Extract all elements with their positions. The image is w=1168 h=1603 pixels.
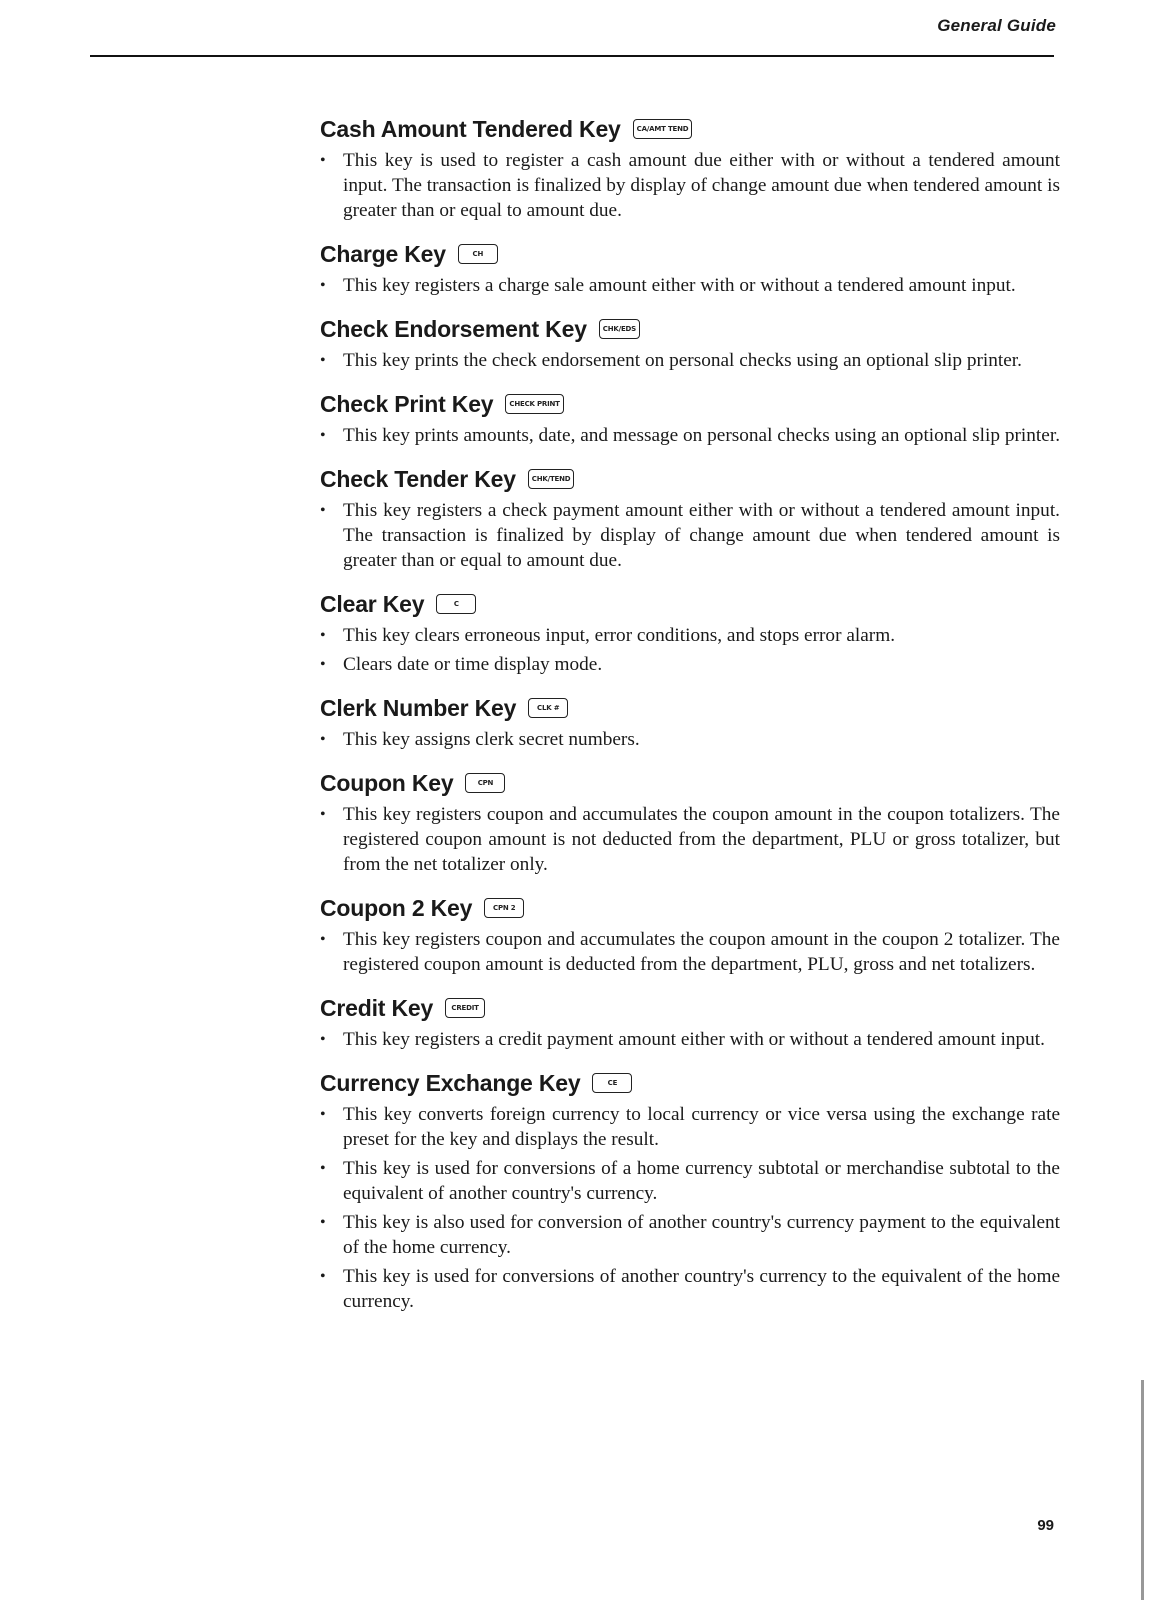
section-heading (320, 387, 1060, 421)
key-cap-icon: CH (458, 244, 498, 264)
bullet-item: • This key prints the check endorsement on personal checks using an optional slip printer. (320, 348, 1060, 373)
header-rule (90, 55, 1054, 57)
key-section (320, 1066, 1060, 1314)
section-heading-text: Coupon Key (320, 769, 454, 796)
bullet-item: • This key is used for conversions of another country's currency to the equivalent of the home currency. (320, 1264, 1060, 1314)
section-heading (320, 891, 1060, 925)
section-heading-text: Charge Key (320, 240, 446, 267)
bullet-list (320, 623, 1060, 677)
bullet-item: • This key assigns clerk secret numbers. (320, 727, 1060, 752)
bullet-item: • This key is used for conversions of a home currency subtotal or merchandise subtotal to the equivalent of another country's currency. (320, 1156, 1060, 1206)
key-descriptions (320, 98, 1060, 1318)
section-heading (320, 462, 1060, 496)
key-section (320, 112, 1060, 223)
key-cap-icon: CREDIT (445, 998, 485, 1018)
key-section (320, 766, 1060, 877)
key-cap-icon: CE (592, 1073, 632, 1093)
bullet-item: • This key registers coupon and accumulates the coupon amount in the coupon totalizers. The registered coupon amount is not deducted from the department, PLU or gross totalizer, but from the net totalizer only. (320, 802, 1060, 877)
section-heading-text: Check Endorsement Key (320, 315, 587, 342)
section-heading (320, 587, 1060, 621)
key-cap-icon: CHK/TEND (528, 469, 575, 489)
bullet-list (320, 148, 1060, 223)
bullet-item: • This key registers coupon and accumulates the coupon amount in the coupon 2 totalizer. The registered coupon amount is deducted from the department, PLU, gross and net totalizers. (320, 927, 1060, 977)
section-heading-text: Check Print Key (320, 390, 494, 417)
section-heading-text: Credit Key (320, 994, 434, 1021)
section-heading (320, 237, 1060, 271)
scan-edge-mark (1141, 1380, 1144, 1600)
bullet-list (320, 802, 1060, 877)
running-header: General Guide (937, 16, 1056, 35)
bullet-list (320, 423, 1060, 448)
key-section (320, 387, 1060, 448)
bullet-list (320, 1027, 1060, 1052)
section-heading-text: Check Tender Key (320, 465, 516, 492)
key-cap-icon: CHK/EDS (599, 319, 640, 339)
key-section (320, 587, 1060, 677)
key-section (320, 891, 1060, 977)
key-section (320, 312, 1060, 373)
key-cap-icon: CLK # (528, 698, 568, 718)
bullet-list (320, 1102, 1060, 1314)
page-number: 99 (1037, 1517, 1054, 1534)
key-section (320, 237, 1060, 298)
section-heading (320, 766, 1060, 800)
bullet-list (320, 498, 1060, 573)
key-cap-icon: C (436, 594, 476, 614)
bullet-item: • This key registers a credit payment amount either with or without a tendered amount input. (320, 1027, 1060, 1052)
section-heading-text: Clear Key (320, 590, 425, 617)
bullet-item: • This key clears erroneous input, error conditions, and stops error alarm. (320, 623, 1060, 648)
key-section (320, 691, 1060, 752)
bullet-item: • This key registers a charge sale amount either with or without a tendered amount input. (320, 273, 1060, 298)
bullet-list (320, 348, 1060, 373)
bullet-list (320, 727, 1060, 752)
bullet-item: • This key prints amounts, date, and message on personal checks using an optional slip printer. (320, 423, 1060, 448)
bullet-item: • This key registers a check payment amount either with or without a tendered amount input. The transaction is finalized by display of change amount due when tendered amount is greater than or equal to amount due. (320, 498, 1060, 573)
key-section (320, 991, 1060, 1052)
section-heading (320, 312, 1060, 346)
bullet-item: • Clears date or time display mode. (320, 652, 1060, 677)
section-heading (320, 112, 1060, 146)
bullet-item: • This key converts foreign currency to local currency or vice versa using the exchange rate preset for the key and displays the result. (320, 1102, 1060, 1152)
key-cap-icon: CA/AMT TEND (633, 119, 693, 139)
key-cap-icon: CHECK PRINT (505, 394, 563, 414)
section-heading-text: Currency Exchange Key (320, 1069, 581, 1096)
key-cap-icon: CPN 2 (484, 898, 524, 918)
bullet-list (320, 273, 1060, 298)
section-heading-text: Cash Amount Tendered Key (320, 115, 621, 142)
key-section (320, 462, 1060, 573)
section-heading (320, 1066, 1060, 1100)
section-heading (320, 691, 1060, 725)
bullet-item: • This key is used to register a cash amount due either with or without a tendered amount input. The transaction is finalized by display of change amount due when tendered amount is greater than or equal to amount due. (320, 148, 1060, 223)
section-heading (320, 991, 1060, 1025)
section-heading-text: Coupon 2 Key (320, 894, 473, 921)
section-heading-text: Clerk Number Key (320, 694, 517, 721)
bullet-list (320, 927, 1060, 977)
key-cap-icon: CPN (465, 773, 505, 793)
bullet-item: • This key is also used for conversion of another country's currency payment to the equivalent of the home currency. (320, 1210, 1060, 1260)
